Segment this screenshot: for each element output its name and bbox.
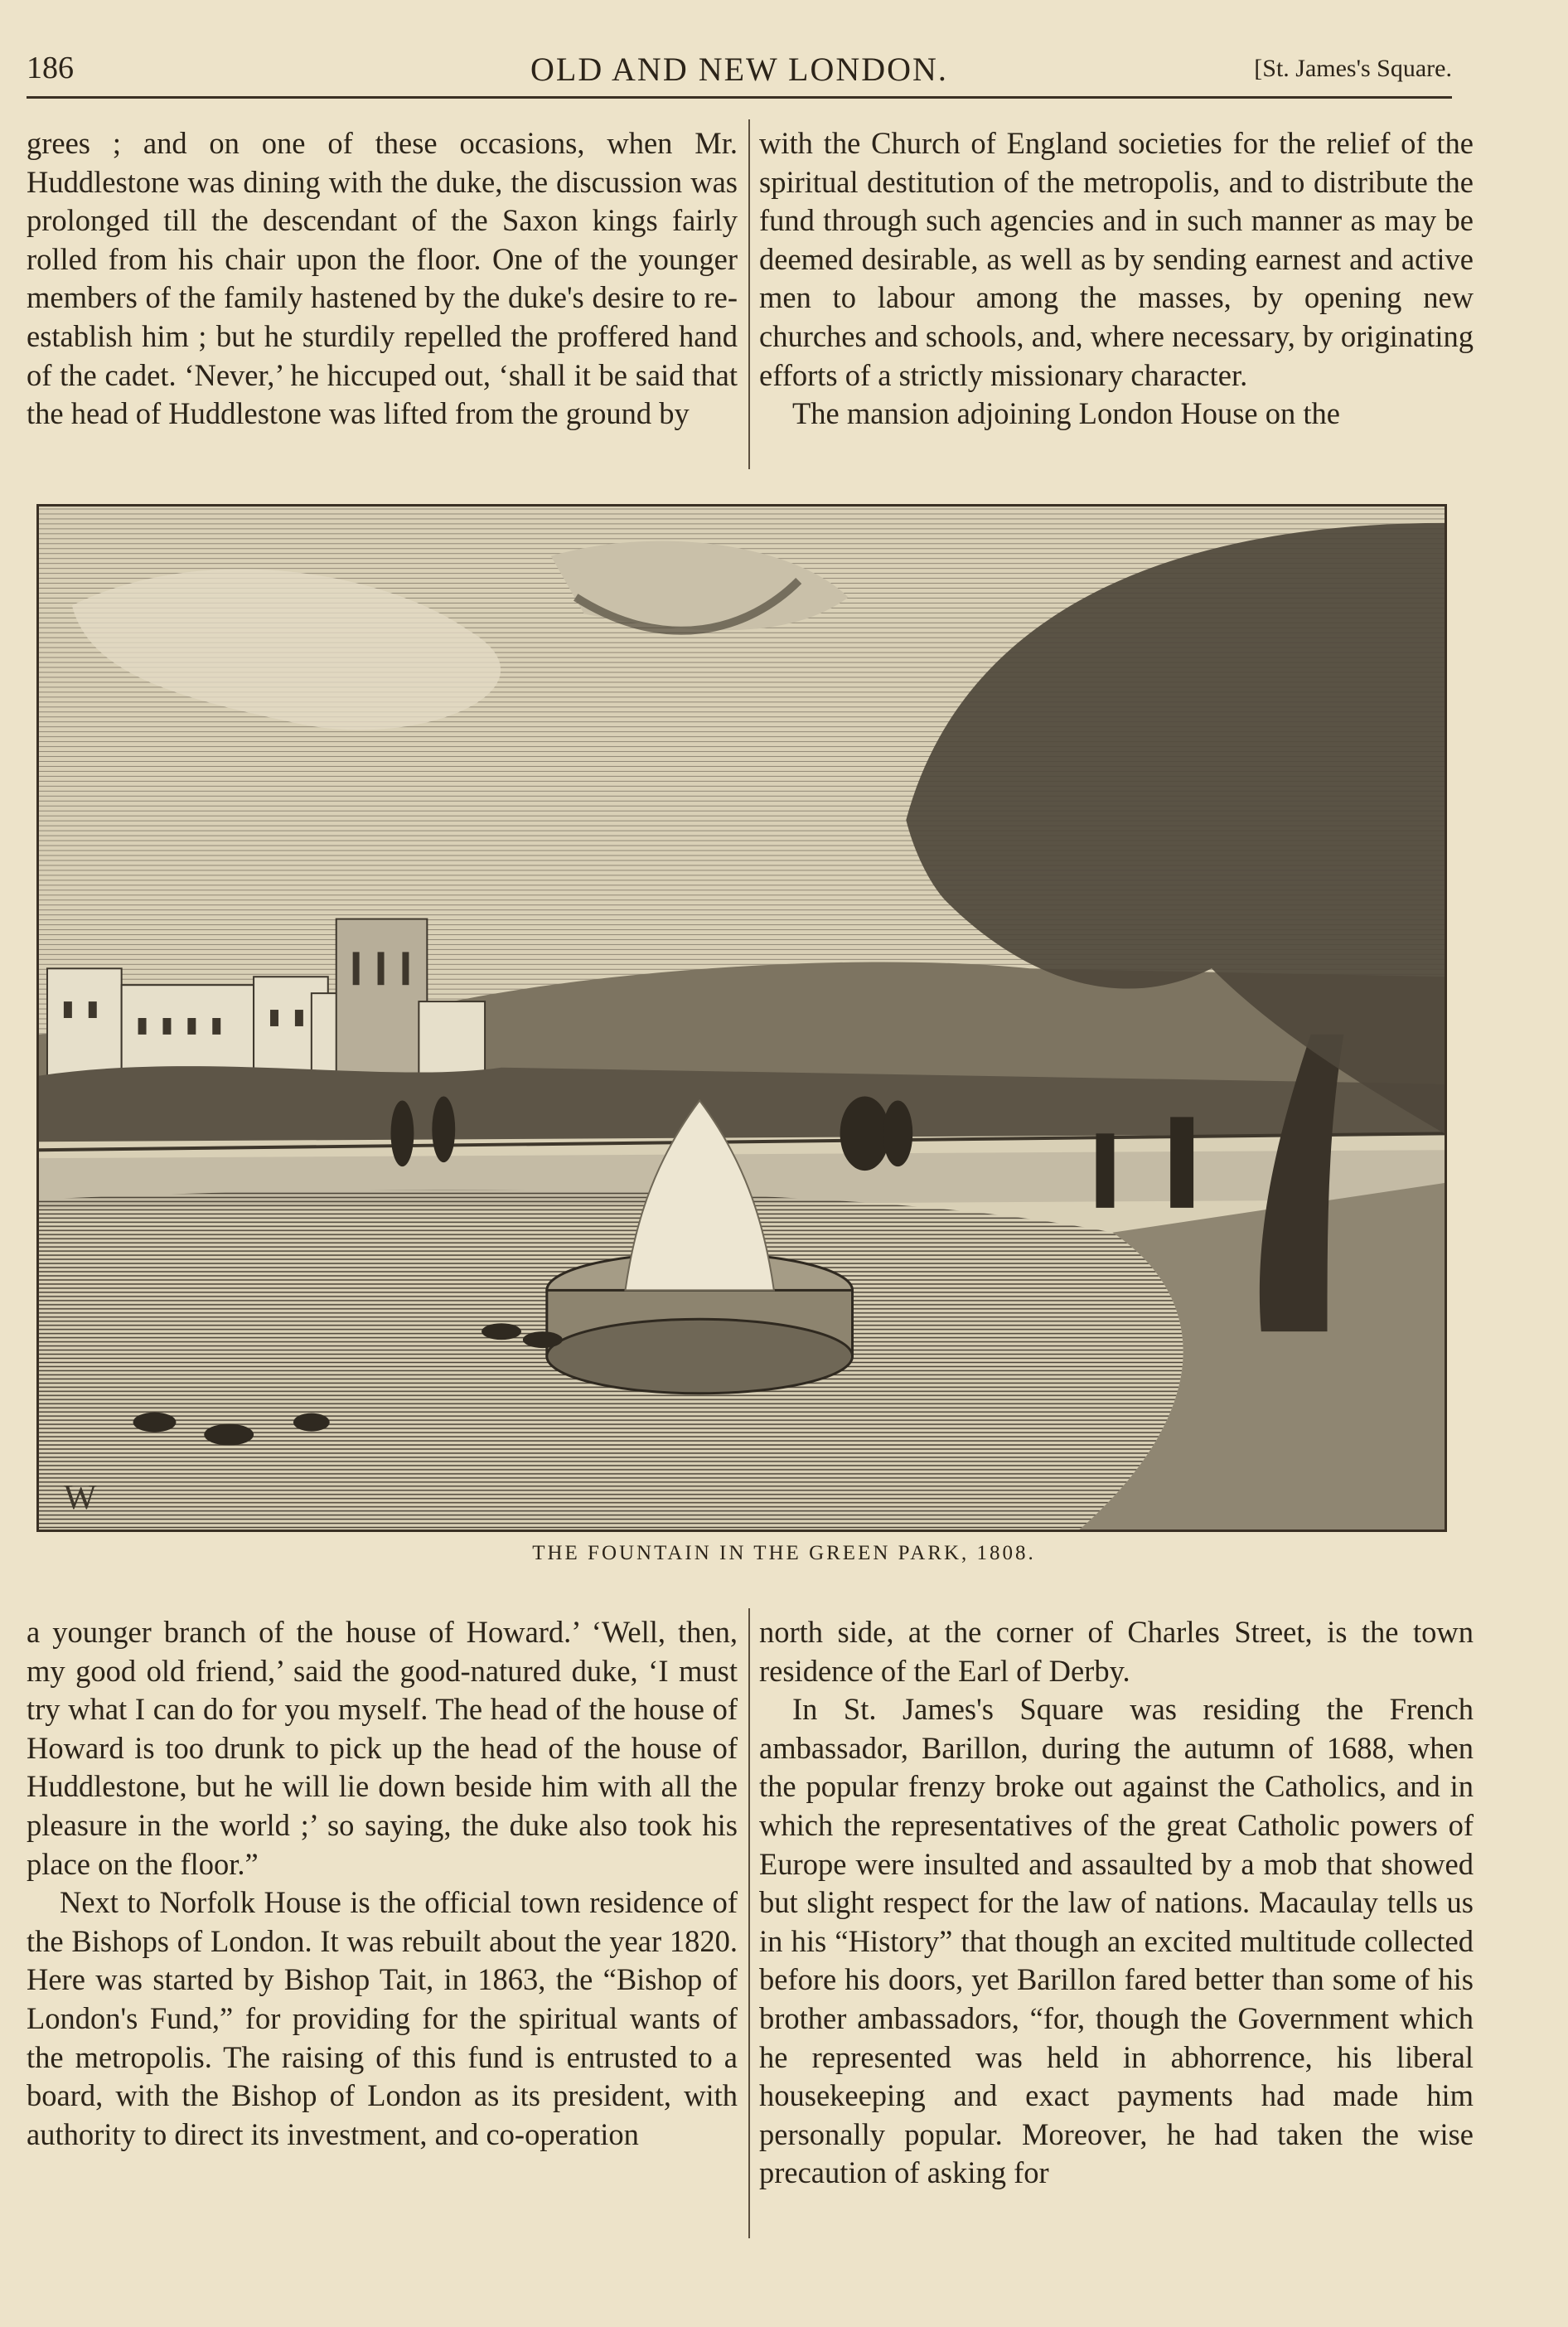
paragraph: In St. James's Square was residing the French ambassador, Barillon, during the autumn of 1688, when the popular frenzy broke out against the Catholics, and in which the representatives of the great Catholic powers of Europe were insulted and assaulted by a mob that showed but slight respect for the law of nations. Macaulay tells us in his “History” that though an excited multitude collected before his doors, yet Barillon fared better than some of his brother ambassadors, “for, though the Government which he represented was held in abhorrence, his liberal housekeeping and exact payments had made him personally popular. Moreover, he had taken the wise precaution of asking for	[759, 1692, 1474, 2190]
paragraph: a younger branch of the house of Howard.’ ‘Well, then, my good old friend,’ said the good-natured duke, ‘I must try what I can do for you myself. The head of the house of Howard is too drunk to pick up the head of the house of Huddlestone, but he will lie down beside him with all the pleasure in the world ;’ so saying, the duke also took his place on the floor.”	[27, 1615, 738, 1881]
engraver-signature: W	[63, 1479, 97, 1518]
page-number: 186	[27, 51, 74, 85]
engraving-fountain-green-park	[36, 504, 1447, 1532]
running-title: OLD AND NEW LONDON.	[530, 51, 948, 88]
column-rule	[748, 1608, 750, 2238]
top-right-column	[759, 124, 1474, 434]
bottom-left-column	[27, 1613, 738, 2154]
paragraph: grees ; and on one of these occasions, when Mr. Huddlestone was dining with the duke, the discussion was prolonged till the descendant of the Saxon kings fairly rolled from his chair upon the floor. One of the younger members of the family hastened by the duke's desire to re-establish him ; but he sturdily repelled the proffered hand of the cadet. ‘Never,’ he hiccuped out, ‘shall it be said that the head of Huddlestone was lifted from the ground by	[27, 126, 738, 431]
fountain-base	[547, 1319, 853, 1394]
top-left-column	[27, 124, 738, 434]
running-header	[27, 50, 1452, 99]
paragraph: with the Church of England societies for the relief of the spiritual destitution of the metropolis, and to distribute the fund through such agencies and in such manner as may be deemed desirable, as well as by sending earnest and active men to labour among the masses, by opening new churches and schools, and, where necessary, by originating efforts of a strictly missionary character.	[759, 126, 1474, 392]
section-title: [St. James's Square.	[1254, 55, 1452, 82]
paragraph: The mansion adjoining London House on the	[792, 396, 1340, 431]
engraving-illustration	[39, 507, 1445, 1530]
paragraph: north side, at the corner of Charles Street, is the town residence of the Earl of Derby.	[759, 1615, 1474, 1688]
column-rule	[748, 119, 750, 469]
paragraph: Next to Norfolk House is the official town residence of the Bishops of London. It was rebuilt about the year 1820. Here was started by Bishop Tait, in 1863, the “Bishop of London's Fund,” for providing for the spiritual wants of the metropolis. The raising of this fund is entrusted to a board, with the Bishop of London as its president, with authority to direct its investment, and co-operation	[27, 1885, 738, 2151]
figure-caption: THE FOUNTAIN IN THE GREEN PARK, 1808.	[532, 1542, 1036, 1564]
bottom-right-column	[759, 1613, 1474, 2193]
